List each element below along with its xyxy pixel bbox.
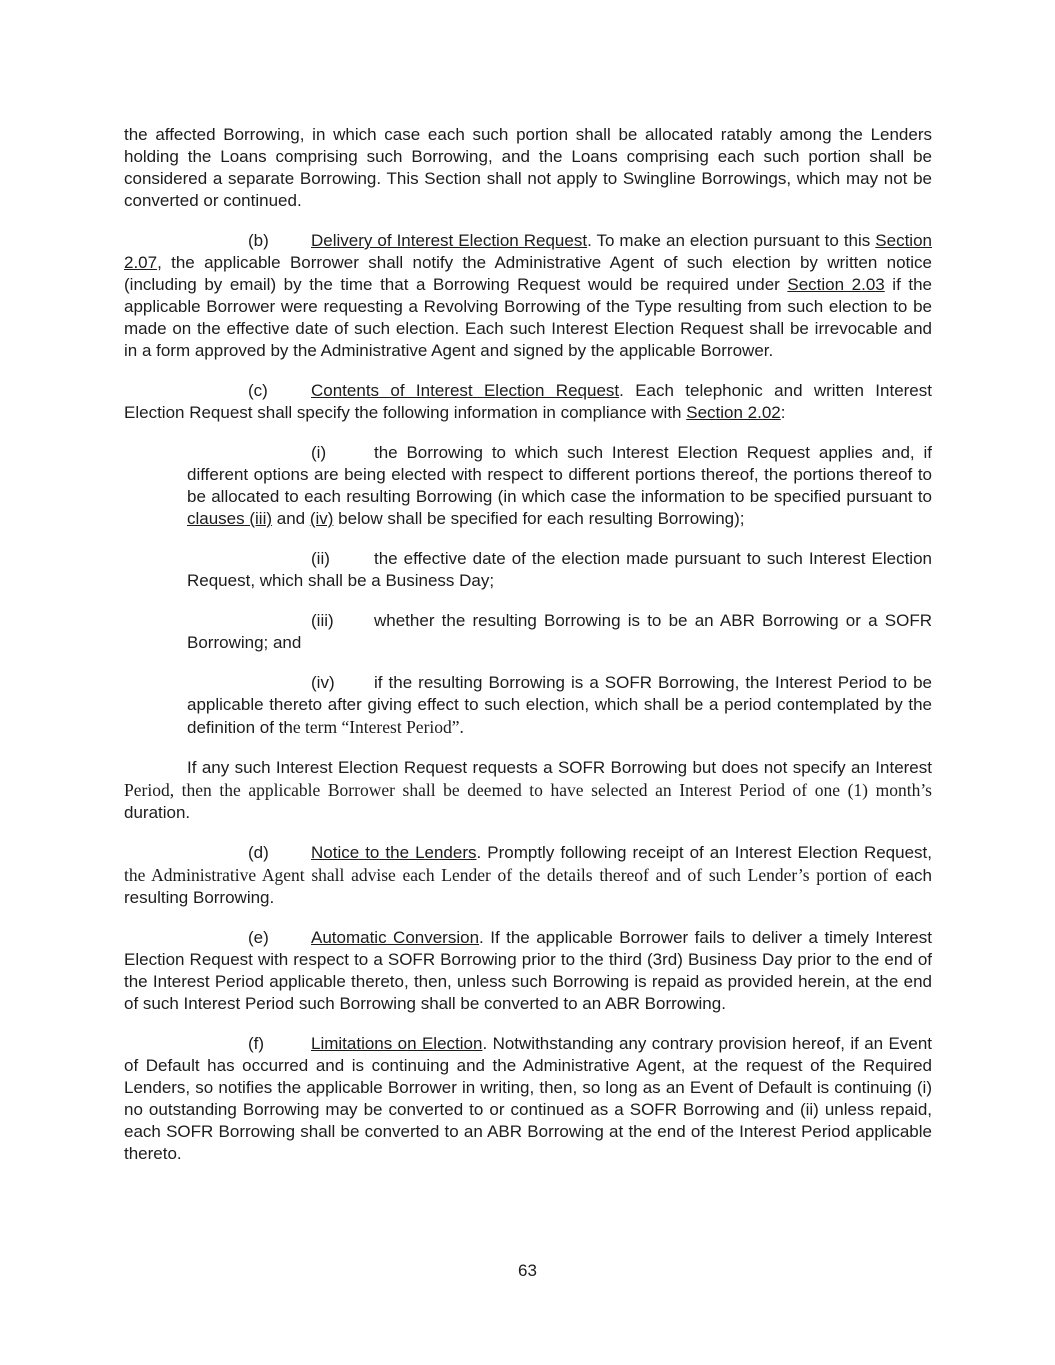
clause-label-iv: (iv) [311, 673, 335, 692]
section-ref-2-07: Section 2.07 [124, 231, 932, 272]
clause-label-ii: (ii) [311, 549, 330, 568]
paragraph-interest-period-default: If any such Interest Election Request requests a SOFR Borrowing but does not specify an Interest Period, then the applicable Borrower shall be deemed to have selected an Interest Period of one (1) month’s duration. [124, 758, 932, 822]
clause-label-f: (f) [248, 1034, 265, 1053]
clause-label-b: (b) [248, 231, 269, 250]
document-body [124, 124, 932, 1183]
section-ref-2-03: Section 2.03 [787, 275, 885, 294]
section-ref-2-02: Section 2.02 [686, 403, 781, 422]
clause-label-c: (c) [248, 381, 268, 400]
heading-delivery-of-interest-election-request: Delivery of Interest Election Request [311, 231, 588, 250]
clause-label-e: (e) [248, 928, 269, 947]
subclause-ii: (ii) the effective date of the election made pursuant to such Interest Election Request, which shall be a Business Day; [187, 549, 932, 590]
paragraph-continuation: the affected Borrowing, in which case each such portion shall be allocated ratably among the Lenders holding the Loans comprising such Borrowing, and the Loans comprising each such portion shall be considered a separate Borrowing. This Section shall not apply to Swingline Borrowings, which may not be converted or continued. [124, 125, 932, 210]
clause-ref-iv: (iv) [309, 509, 334, 528]
clause-label-i: (i) [311, 443, 327, 462]
heading-automatic-conversion: Automatic Conversion [311, 928, 480, 947]
section-b: (b) Delivery of Interest Election Request. To make an election pursuant to this Section 2.07, the applicable Borrower shall notify the Administrative Agent of such election by written notice (including by email) by the time that a Borrowing Request would be required under Section 2.03 if the applicable Borrower were requesting a Revolving Borrowing of the Type resulting from such election to be made on the effective date of such election. Each such Interest Election Request shall be irrevocable and in a form approved by the Administrative Agent and signed by the applicable Borrower. [124, 231, 933, 360]
section-e: (e) Automatic Conversion. If the applicable Borrower fails to deliver a timely Interest Election Request with respect to a SOFR Borrowing prior to the third (3rd) Business Day prior to the end of the Interest Period applicable thereto, then, unless such Borrowing is repaid as provided herein, at the end of such Interest Period such Borrowing shall be converted to an ABR Borrowing. [124, 928, 932, 1013]
clause-label-iii: (iii) [311, 611, 334, 630]
section-f: (f) Limitations on Election. Notwithstanding any contrary provision hereof, if an Event of Default has occurred and is continuing and the Administrative Agent, at the request of the Required Lenders, so notifies the applicable Borrower in writing, then, so long as an Event of Default is continuing (i) no outstanding Borrowing may be converted to or continued as a SOFR Borrowing and (ii) unless repaid, each SOFR Borrowing shall be converted to an ABR Borrowing at the end of the Interest Period applicable thereto. [124, 1034, 933, 1163]
subclause-i: (i) the Borrowing to which such Interest Election Request applies and, if different options are being elected with respect to different portions thereof, the portions thereof to be allocated to each resulting Borrowing (in which case the information to be specified pursuant to clauses (iii) and (iv) below shall be specified for each resulting Borrowing); [187, 443, 932, 528]
clause-label-d: (d) [248, 843, 269, 862]
heading-notice-to-the-lenders: Notice to the Lenders [311, 843, 477, 862]
heading-contents-of-interest-election-request: Contents of Interest Election Request [311, 381, 620, 400]
subclause-iv: (iv) if the resulting Borrowing is a SOFR Borrowing, the Interest Period to be applicable thereto after giving effect to such election, which shall be a period contemplated by the definition of the term “Interest Period”. [187, 673, 932, 737]
section-c: (c) Contents of Interest Election Request. Each telephonic and written Interest Election Request shall specify the following information in compliance with Section 2.02: [124, 381, 932, 422]
page-number: 63 [518, 1261, 537, 1280]
subclause-iii: (iii) whether the resulting Borrowing is to be an ABR Borrowing or a SOFR Borrowing; and [187, 611, 932, 652]
section-d: (d) Notice to the Lenders. Promptly following receipt of an Interest Election Request, the Administrative Agent shall advise each Lender of the details thereof and of such Lender’s portion of each resulting Borrowing. [124, 843, 932, 907]
clause-ref-iii: clauses (iii) [187, 509, 273, 528]
heading-limitations-on-election: Limitations on Election [311, 1034, 483, 1053]
